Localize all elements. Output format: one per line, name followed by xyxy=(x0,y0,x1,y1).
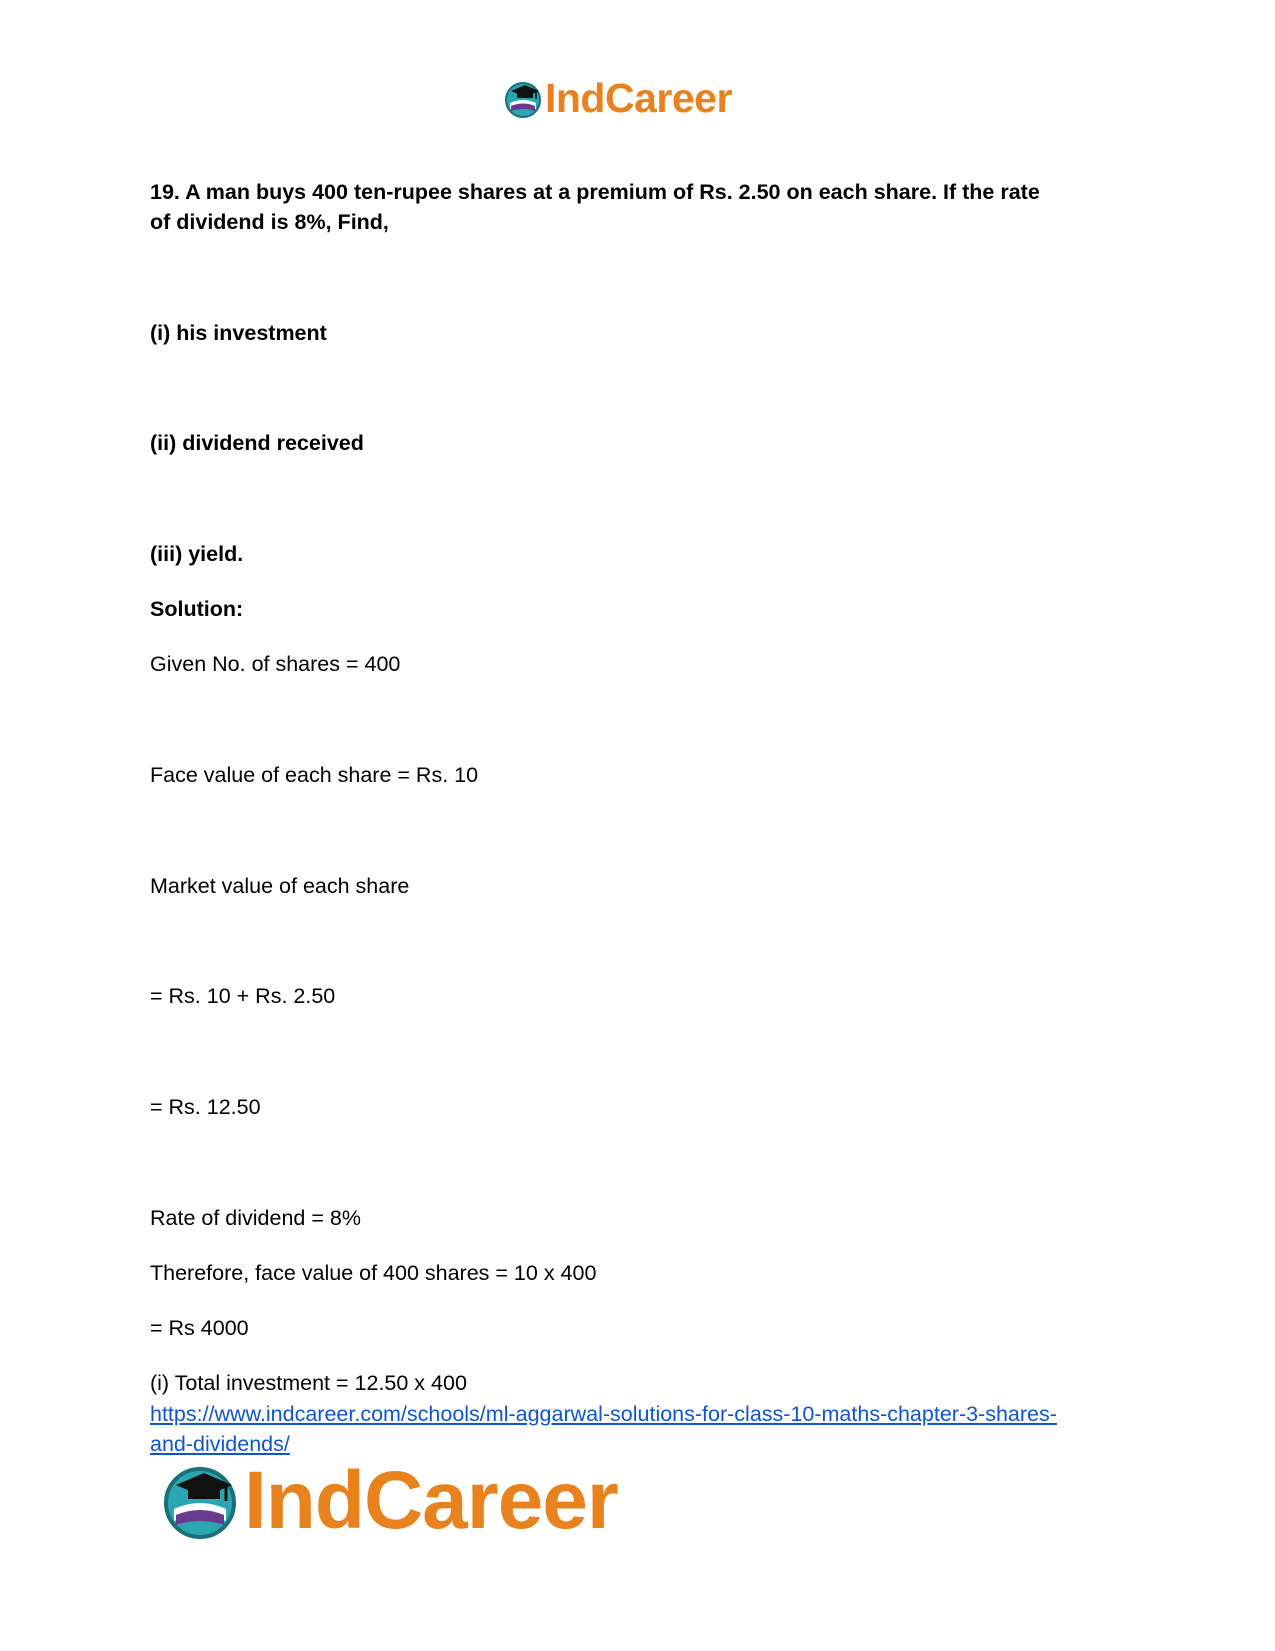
question-line-2: of dividend is 8%, Find, xyxy=(150,210,389,234)
solution-line: Given No. of shares = 400 xyxy=(150,652,401,676)
header-logo xyxy=(503,75,732,121)
question-part-iii: (iii) yield. xyxy=(150,542,244,566)
question-line-1: 19. A man buys 400 ten-rupee shares at a premium of Rs. 2.50 on each share. If the rate xyxy=(150,180,1040,204)
question-part-i: (i) his investment xyxy=(150,321,327,345)
solution-line: (i) Total investment = 12.50 x 400 xyxy=(150,1371,467,1395)
solution-line: = Rs 4000 xyxy=(150,1316,249,1340)
source-link-line-1[interactable]: https://www.indcareer.com/schools/ml-aggarwal-solutions-for-class-10-maths-chapter-3-shares- xyxy=(150,1402,1057,1426)
footer-logo xyxy=(160,1455,618,1546)
solution-line: = Rs. 10 + Rs. 2.50 xyxy=(150,984,336,1008)
solution-line: = Rs. 12.50 xyxy=(150,1095,261,1119)
solution-line: Rate of dividend = 8% xyxy=(150,1206,361,1230)
solution-line: Market value of each share xyxy=(150,874,410,898)
solution-line: Face value of each share = Rs. 10 xyxy=(150,763,479,787)
brand-name: IndCareer xyxy=(545,75,732,121)
graduation-cap-book-globe-icon xyxy=(503,79,543,119)
solution-line: Therefore, face value of 400 shares = 10 x 400 xyxy=(150,1261,597,1285)
question-part-ii: (ii) dividend received xyxy=(150,431,364,455)
source-link-line-2[interactable]: and-dividends/ xyxy=(150,1432,290,1456)
solution-heading: Solution: xyxy=(150,597,244,621)
graduation-cap-book-globe-icon xyxy=(160,1461,240,1541)
brand-name: IndCareer xyxy=(244,1455,618,1546)
